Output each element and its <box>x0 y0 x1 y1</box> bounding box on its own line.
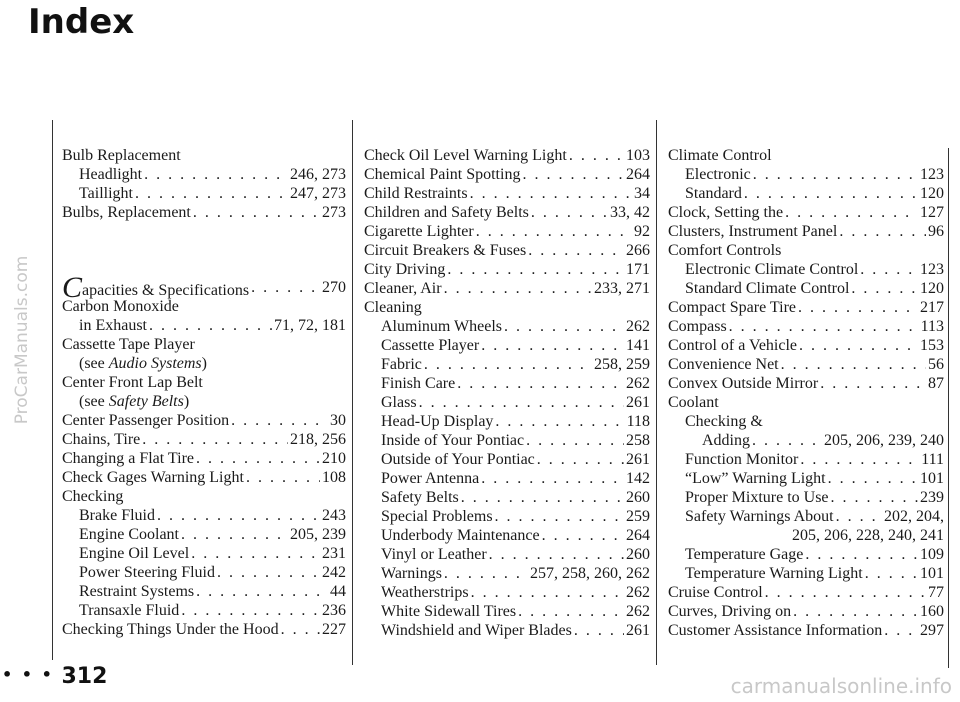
dot-leader <box>799 336 918 355</box>
entry-term: Standard Climate Control <box>685 280 850 297</box>
entry-term: Bulb Replacement <box>62 147 181 164</box>
entry-page-numbers: 246, 273 <box>290 166 346 183</box>
entry-term: Cigarette Lighter <box>364 223 474 240</box>
entry-term: Power Antenna <box>381 470 480 487</box>
entry-term: Clock, Setting the <box>668 204 784 221</box>
entry-page-numbers: 34 <box>634 185 650 202</box>
entry-page-numbers: 262 <box>626 603 650 620</box>
index-entry <box>364 450 650 469</box>
entry-page-numbers: 270 <box>322 279 346 296</box>
index-entry <box>668 602 944 621</box>
entry-page-numbers: 113 <box>920 318 944 335</box>
entry-page-numbers: 120 <box>920 280 944 297</box>
entry-term: Finish Care <box>381 375 456 392</box>
entry-term: Glass <box>381 394 417 411</box>
watermark-side: ProCarManuals.com <box>12 255 32 425</box>
dot-leader <box>828 469 918 488</box>
entry-page-numbers: 227 <box>322 621 346 638</box>
column-divider <box>948 148 949 668</box>
entry-page-numbers: 44 <box>330 583 346 600</box>
dot-leader <box>765 583 926 602</box>
dot-leader <box>461 488 624 507</box>
index-entry <box>364 412 650 431</box>
dot-leader <box>481 469 624 488</box>
page-bullets: • • • <box>2 665 54 684</box>
index-entry <box>62 203 346 222</box>
entry-term: Outside of Your Pontiac <box>381 451 535 468</box>
entry-page-numbers: 56 <box>928 356 944 373</box>
entry-term: Windshield and Wiper Blades <box>381 622 572 639</box>
index-entry <box>62 184 346 203</box>
entry-page-numbers: 242 <box>322 564 346 581</box>
dot-leader <box>831 488 918 507</box>
entry-term: Cassette Player <box>381 337 480 354</box>
entry-page-numbers: 141 <box>626 337 650 354</box>
entry-term: Underbody Maintenance <box>381 527 540 544</box>
index-entry <box>364 545 650 564</box>
dot-leader <box>495 412 624 431</box>
entry-term: Special Problems <box>381 508 493 525</box>
dot-leader <box>839 222 926 241</box>
entry-page-numbers: 218, 256 <box>290 431 346 448</box>
entry-term: Aluminum Wheels <box>381 318 503 335</box>
entry-page-numbers: 243 <box>322 507 346 524</box>
entry-page-numbers: 258, 259 <box>594 356 650 373</box>
cross-reference: Audio Systems <box>108 355 202 372</box>
dot-leader <box>444 564 528 583</box>
index-entry <box>668 241 944 260</box>
entry-page-numbers: 217 <box>920 299 944 316</box>
dot-leader <box>424 355 592 374</box>
index-entry <box>62 271 346 304</box>
index-entry <box>668 507 944 526</box>
dot-leader <box>181 601 320 620</box>
entry-page-numbers: 259 <box>626 508 650 525</box>
entry-term: Checking <box>62 488 124 505</box>
index-entry <box>62 506 346 525</box>
entry-term: Warnings <box>381 565 442 582</box>
entry-term: Weatherstrips <box>381 584 469 601</box>
entry-term: Curves, Driving on <box>668 603 792 620</box>
dot-leader <box>476 222 632 241</box>
dot-leader <box>251 278 320 297</box>
index-entry <box>364 602 650 621</box>
entry-term: Climate Control <box>668 147 772 164</box>
entry-page-numbers: 103 <box>626 147 650 164</box>
index-entry <box>364 317 650 336</box>
entry-term: Transaxle Fluid <box>79 602 180 619</box>
entry-term: Children and Safety Belts <box>364 204 529 221</box>
index-entry <box>364 431 650 450</box>
entry-page-numbers: 101 <box>920 565 944 582</box>
entry-page-numbers: 262 <box>626 318 650 335</box>
column-divider <box>352 120 353 665</box>
index-entry <box>364 507 650 526</box>
entry-term: Compass <box>668 318 727 335</box>
index-entry <box>62 165 346 184</box>
cross-reference: Safety Belts <box>108 393 184 410</box>
column-divider <box>656 120 657 665</box>
dot-leader <box>196 449 320 468</box>
entry-term: Power Steering Fluid <box>79 564 215 581</box>
entry-term: Standard <box>685 185 742 202</box>
entry-term: Cleaning <box>364 299 422 316</box>
entry-term: Temperature Gage <box>685 546 804 563</box>
dot-leader <box>457 374 624 393</box>
dot-leader <box>196 582 328 601</box>
entry-term: Checking & <box>685 413 763 430</box>
entry-page-numbers: 266 <box>626 242 650 259</box>
index-entry <box>668 165 944 184</box>
page-number: 312 <box>61 664 108 689</box>
entry-page-numbers: 231 <box>322 545 346 562</box>
dot-leader <box>805 545 918 564</box>
entry-page-numbers: 118 <box>626 413 650 430</box>
entry-page-numbers: 247, 273 <box>290 185 346 202</box>
watermark-bottom: carmanualsonline.info <box>730 674 952 698</box>
entry-term: Temperature Warning Light <box>685 565 863 582</box>
dot-leader <box>798 298 918 317</box>
entry-page-numbers: 262 <box>626 584 650 601</box>
dot-leader <box>495 507 624 526</box>
entry-term: “Low” Warning Light <box>685 470 826 487</box>
dot-leader <box>142 430 288 449</box>
dot-leader <box>193 203 320 222</box>
entry-term: Coolant <box>668 394 719 411</box>
dot-leader <box>526 431 624 450</box>
entry-page-numbers: 127 <box>920 204 944 221</box>
dot-leader <box>518 602 624 621</box>
section-initial: C <box>62 271 83 304</box>
index-entry <box>364 393 650 412</box>
entry-term: Bulbs, Replacement <box>62 204 191 221</box>
dot-leader <box>729 317 919 336</box>
entry-term: Function Monitor <box>685 451 799 468</box>
index-entry <box>364 355 650 374</box>
entry-page-numbers: 30 <box>330 412 346 429</box>
entry-page-numbers: 264 <box>626 527 650 544</box>
entry-page-numbers: 262 <box>626 375 650 392</box>
index-entry <box>668 260 944 279</box>
dot-leader <box>471 583 624 602</box>
dot-leader <box>281 620 320 639</box>
dot-leader <box>217 563 320 582</box>
index-entry <box>668 298 944 317</box>
index-entry <box>668 203 944 222</box>
entry-page-numbers: 108 <box>322 469 346 486</box>
page-footer <box>2 664 107 689</box>
index-entry <box>62 354 346 373</box>
entry-term: Adding <box>702 432 750 449</box>
index-entry <box>364 374 650 393</box>
dot-leader <box>231 411 328 430</box>
entry-page-numbers: 205, 206, 239, 240 <box>824 432 944 449</box>
dot-leader <box>752 431 822 450</box>
entry-term: Customer Assistance Information <box>668 622 883 639</box>
index-entry <box>62 297 346 316</box>
entry-term: Fabric <box>381 356 422 373</box>
entry-term: Electronic <box>685 166 751 183</box>
entry-page-numbers: 96 <box>928 223 944 240</box>
dot-leader <box>489 545 624 564</box>
index-entry <box>668 488 944 507</box>
entry-term: Changing a Flat Tire <box>62 450 195 467</box>
entry-page-numbers: 111 <box>921 451 944 468</box>
index-column-1 <box>62 146 346 639</box>
dot-leader <box>419 393 624 412</box>
index-entry <box>668 564 944 583</box>
dot-leader <box>865 564 918 583</box>
entry-page-numbers: 205, 239 <box>290 526 346 543</box>
dot-leader <box>753 165 918 184</box>
entry-page-numbers: 120 <box>920 185 944 202</box>
dot-leader <box>157 506 320 525</box>
entry-page-numbers: 101 <box>920 470 944 487</box>
entry-term: Chains, Tire <box>62 431 141 448</box>
dot-leader <box>144 165 288 184</box>
index-entry <box>364 222 650 241</box>
index-entry <box>62 601 346 620</box>
dot-leader <box>504 317 624 336</box>
index-entry <box>668 545 944 564</box>
index-entry <box>62 487 346 506</box>
index-entry <box>62 373 346 392</box>
index-entry <box>668 526 944 545</box>
index-entry <box>668 184 944 203</box>
dot-leader <box>522 165 624 184</box>
index-entry <box>668 621 944 640</box>
index-entry <box>364 146 650 165</box>
entry-page-numbers: 257, 258, 260, 262 <box>530 565 650 582</box>
index-entry <box>364 583 650 602</box>
entry-term: Vinyl or Leather <box>381 546 487 563</box>
entry-term: Taillight <box>79 185 133 202</box>
index-entry <box>62 563 346 582</box>
index-entry <box>62 316 346 335</box>
entry-page-numbers: 142 <box>626 470 650 487</box>
entry-term: in Exhaust <box>79 317 147 334</box>
entry-term: Child Restraints <box>364 185 468 202</box>
index-entry <box>668 355 944 374</box>
entry-page-numbers: 273 <box>322 204 346 221</box>
index-entry <box>364 488 650 507</box>
entry-term: Engine Oil Level <box>79 545 190 562</box>
entry-term: Engine Coolant <box>79 526 179 543</box>
index-entry <box>62 146 346 165</box>
index-entry <box>62 525 346 544</box>
entry-term: Convenience Net <box>668 356 779 373</box>
dot-leader <box>836 507 882 526</box>
entry-term: Clusters, Instrument Panel <box>668 223 838 240</box>
index-entry <box>364 298 650 317</box>
index-entry <box>668 469 944 488</box>
dot-leader <box>481 336 624 355</box>
entry-page-numbers: 205, 206, 228, 240, 241 <box>792 527 944 544</box>
entry-page-numbers: 109 <box>920 546 944 563</box>
index-entry <box>364 526 650 545</box>
entry-term: Check Gages Warning Light <box>62 469 244 486</box>
entry-page-numbers: 123 <box>920 261 944 278</box>
entry-page-numbers: 264 <box>626 166 650 183</box>
entry-term: City Driving <box>364 261 446 278</box>
entry-term: Safety Warnings About <box>685 508 834 525</box>
index-entry <box>668 222 944 241</box>
entry-page-numbers: 260 <box>626 546 650 563</box>
index-entry <box>668 374 944 393</box>
index-entry <box>668 431 944 450</box>
dot-leader <box>785 203 918 222</box>
section-gap <box>62 222 346 278</box>
index-entry <box>668 412 944 431</box>
dot-leader <box>447 260 624 279</box>
index-entry <box>668 450 944 469</box>
dot-leader <box>191 544 320 563</box>
dot-leader <box>135 184 288 203</box>
index-entry <box>668 146 944 165</box>
index-entry <box>364 241 650 260</box>
entry-page-numbers: 210 <box>322 450 346 467</box>
entry-term: Center Passenger Position <box>62 412 230 429</box>
index-entry <box>364 469 650 488</box>
index-entry <box>364 336 650 355</box>
entry-page-numbers: 92 <box>634 223 650 240</box>
entry-page-numbers: 258 <box>626 432 650 449</box>
entry-page-numbers: 233, 271 <box>594 280 650 297</box>
entry-term: Checking Things Under the Hood <box>62 621 279 638</box>
entry-page-numbers: 71, 72, 181 <box>274 317 346 334</box>
index-entry <box>364 184 650 203</box>
entry-page-numbers: 261 <box>626 394 650 411</box>
index-entry <box>62 430 346 449</box>
index-entry <box>668 393 944 412</box>
entry-term: Control of a Vehicle <box>668 337 798 354</box>
entry-page-numbers: 239 <box>920 489 944 506</box>
dot-leader <box>528 241 624 260</box>
index-entry <box>668 336 944 355</box>
dot-leader <box>246 468 320 487</box>
entry-term: Head-Up Display <box>381 413 494 430</box>
entry-page-numbers: 171 <box>626 261 650 278</box>
entry-term: White Sidewall Tires <box>381 603 517 620</box>
entry-term: Electronic Climate Control <box>685 261 859 278</box>
entry-page-numbers: 297 <box>920 622 944 639</box>
dot-leader <box>537 450 624 469</box>
index-entry <box>62 411 346 430</box>
entry-page-numbers: 77 <box>928 584 944 601</box>
entry-page-numbers: 261 <box>626 451 650 468</box>
entry-term: Convex Outside Mirror <box>668 375 819 392</box>
index-entry <box>364 621 650 640</box>
index-entry <box>62 449 346 468</box>
dot-leader <box>851 279 918 298</box>
entry-term: (see Safety Belts) <box>79 393 190 410</box>
dot-leader <box>820 374 926 393</box>
column-divider <box>52 120 53 660</box>
entry-term: Compact Spare Tire <box>668 299 796 316</box>
entry-page-numbers: 260 <box>626 489 650 506</box>
index-entry <box>364 279 650 298</box>
entry-page-numbers: 33, 42 <box>610 204 650 221</box>
dot-leader <box>181 525 288 544</box>
entry-term: Proper Mixture to Use <box>685 489 829 506</box>
entry-page-numbers: 123 <box>920 166 944 183</box>
dot-leader <box>569 146 624 165</box>
dot-leader <box>149 316 272 335</box>
page-title: Index <box>28 2 135 42</box>
entry-page-numbers: 153 <box>920 337 944 354</box>
dot-leader <box>793 602 918 621</box>
index-entry <box>62 468 346 487</box>
entry-term: Circuit Breakers & Fuses <box>364 242 527 259</box>
entry-page-numbers: 87 <box>928 375 944 392</box>
dot-leader <box>884 621 918 640</box>
entry-term: Restraint Systems <box>79 583 195 600</box>
entry-term: Cassette Tape Player <box>62 336 195 353</box>
entry-term: Capacities & Specifications <box>62 271 250 304</box>
entry-term: Chemical Paint Spotting <box>364 166 521 183</box>
index-entry <box>364 260 650 279</box>
entry-term: Comfort Controls <box>668 242 782 259</box>
entry-term: Safety Belts <box>381 489 459 506</box>
index-entry <box>668 279 944 298</box>
dot-leader <box>744 184 918 203</box>
entry-page-numbers: 202, 204, <box>884 508 944 525</box>
dot-leader <box>781 355 926 374</box>
index-entry <box>364 203 650 222</box>
index-entry <box>62 392 346 411</box>
entry-page-numbers: 236 <box>322 602 346 619</box>
entry-term: (see Audio Systems) <box>79 355 207 372</box>
dot-leader <box>574 621 624 640</box>
entry-term: Check Oil Level Warning Light <box>364 147 567 164</box>
entry-term: Carbon Monoxide <box>62 298 179 315</box>
dot-leader <box>444 279 592 298</box>
dot-leader <box>800 450 919 469</box>
entry-term: Cleaner, Air <box>364 280 442 297</box>
entry-term: Headlight <box>79 166 143 183</box>
dot-leader <box>860 260 918 279</box>
entry-term: Brake Fluid <box>79 507 155 524</box>
entry-term: Center Front Lap Belt <box>62 374 203 391</box>
index-entry <box>364 165 650 184</box>
index-entry <box>668 317 944 336</box>
entry-page-numbers: 160 <box>920 603 944 620</box>
entry-page-numbers: 261 <box>626 622 650 639</box>
dot-leader <box>531 203 608 222</box>
index-entry <box>668 583 944 602</box>
index-entry <box>364 564 650 583</box>
entry-term: Inside of Your Pontiac <box>381 432 525 449</box>
index-column-2 <box>364 146 650 640</box>
index-entry <box>62 544 346 563</box>
dot-leader <box>470 184 632 203</box>
dot-leader <box>542 526 624 545</box>
index-entry <box>62 582 346 601</box>
entry-term: Cruise Control <box>668 584 763 601</box>
index-entry <box>62 620 346 639</box>
index-entry <box>62 335 346 354</box>
index-column-3 <box>668 146 944 640</box>
